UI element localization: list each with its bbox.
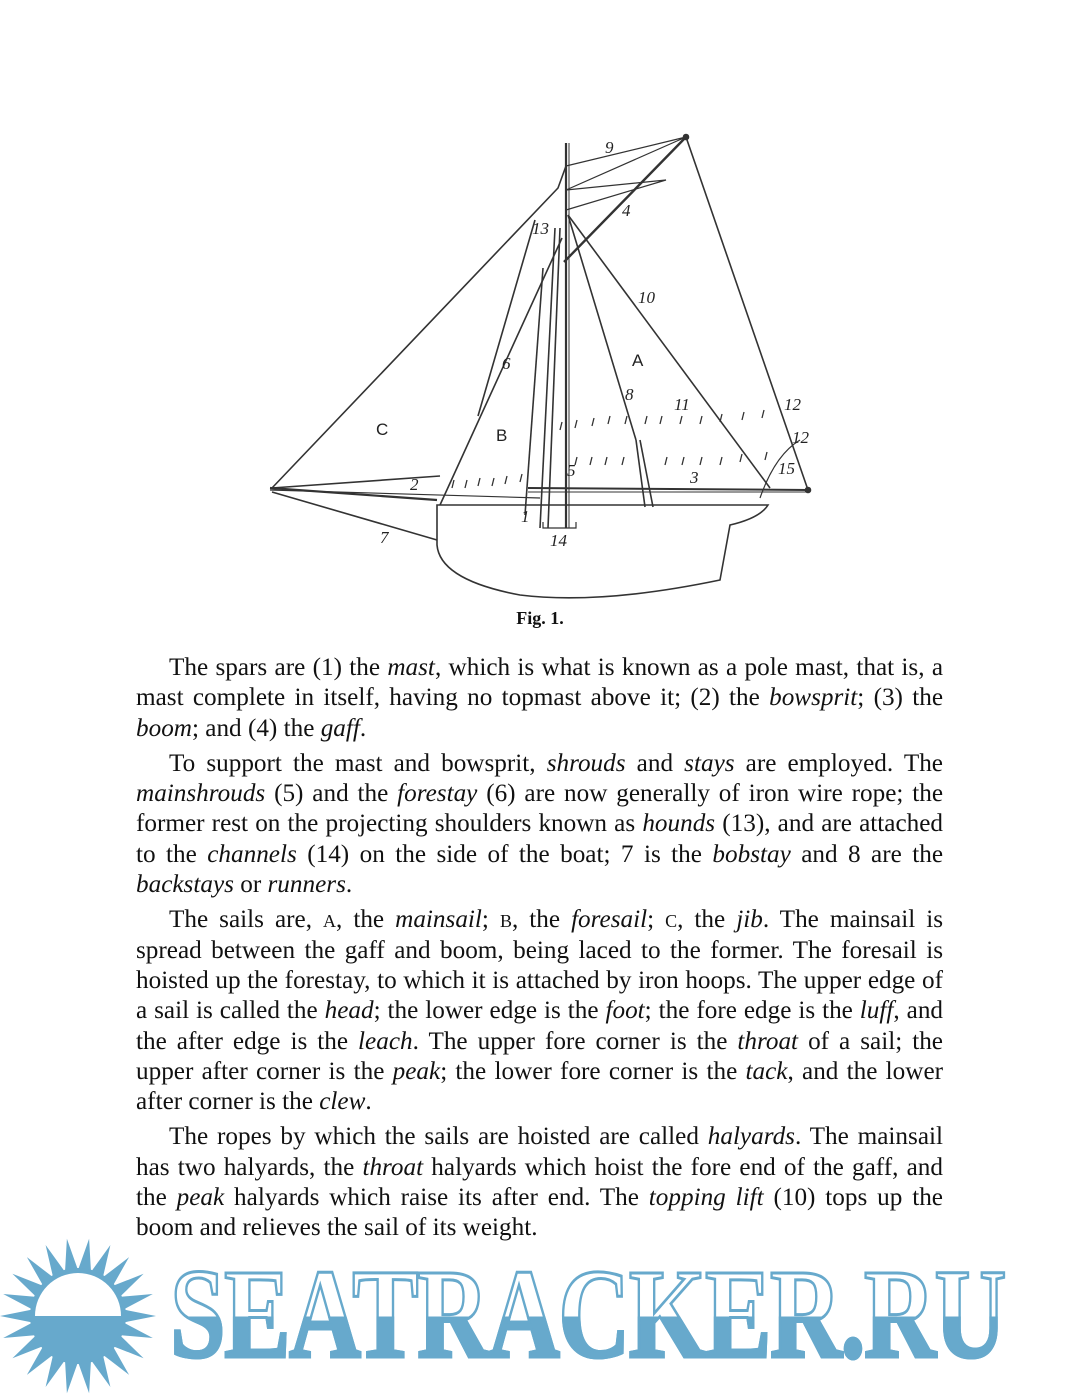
text-run: The sails are,	[169, 906, 324, 934]
text-run: ; the lower edge is the	[373, 997, 606, 1025]
label-10: 10	[638, 288, 655, 307]
text-run: halyards which hoist the fore end of the gaff, and the	[136, 1153, 943, 1212]
label-14: 14	[550, 531, 567, 550]
text-run: or	[233, 871, 268, 899]
label-3: 3	[690, 468, 699, 487]
italic-term: mast	[387, 654, 435, 681]
label-6: 6	[502, 354, 511, 373]
boom	[528, 488, 810, 490]
paragraph	[136, 1122, 943, 1243]
text-run: To support the mast and bowsprit,	[169, 749, 547, 777]
italic-term: hounds	[642, 810, 716, 838]
sailboat-diagram	[0, 0, 1080, 620]
text-run: The spars are (1) the	[169, 654, 388, 681]
text-run: (14) on the side of the boat; 7 is the	[296, 840, 713, 868]
label-11: 11	[674, 395, 690, 414]
label-5: 5	[567, 461, 576, 480]
text-run: ; the lower fore corner is the	[440, 1057, 746, 1085]
text-run: . The mainsail has two halyards, the	[136, 1123, 943, 1181]
italic-term: head	[324, 997, 374, 1025]
text-run: . The upper fore corner is the	[412, 1027, 738, 1055]
label-4: 4	[622, 201, 631, 220]
text-run: are employed. The	[734, 749, 943, 777]
italic-term: peak	[392, 1057, 441, 1085]
label-sail-b: B	[496, 426, 508, 445]
text-run: , which is what is known as a pole mast, that is, a mast complete in itself, having no topmast above it; (2) the	[136, 654, 944, 712]
italic-term: bowsprit	[769, 684, 858, 712]
text-run: , and the lower after corner is the	[136, 1057, 944, 1116]
text-run: (10) tops up the boom and relieves the sail of its weight.	[136, 1184, 943, 1242]
label-2: 2	[410, 475, 419, 494]
italic-term: halyards	[707, 1123, 795, 1151]
text-run: halyards which raise its after end. The	[224, 1184, 649, 1212]
label-12b: 12	[792, 428, 809, 447]
label-7: 7	[380, 528, 389, 547]
label-13: 13	[532, 219, 549, 238]
italic-term: throat	[362, 1153, 424, 1181]
italic-term: clew	[319, 1088, 366, 1116]
text-run: ; (3) the	[857, 684, 943, 712]
text-run: .	[359, 714, 367, 742]
text-run: , and the after edge is the	[136, 997, 944, 1055]
italic-term: boom	[136, 714, 192, 742]
paragraph	[136, 905, 943, 1117]
italic-term: throat	[737, 1027, 799, 1055]
text-run: of a sail; the upper after corner is the	[136, 1027, 943, 1085]
label-sail-c: C	[376, 420, 389, 439]
italic-term: channels	[207, 840, 297, 868]
italic-term: mainsail	[395, 906, 482, 934]
body-text	[136, 653, 943, 1249]
label-12a: 12	[784, 395, 801, 414]
text-run: and 8 are the	[790, 840, 943, 868]
text-run: .	[365, 1088, 372, 1116]
italic-term: jib	[736, 906, 763, 934]
text-run: , the	[511, 906, 572, 934]
text-run: ;	[481, 906, 500, 934]
label-sail-a: A	[632, 351, 644, 370]
italic-term: topping lift	[648, 1184, 764, 1212]
italic-term: forestay	[397, 780, 478, 808]
italic-term: luff	[859, 997, 894, 1025]
italic-term: foot	[605, 997, 645, 1025]
text-run: ; and (4) the	[191, 714, 321, 742]
italic-term: peak	[176, 1184, 225, 1212]
text-run: (5) and the	[265, 780, 398, 808]
italic-term: tack	[745, 1057, 788, 1085]
text-run: and	[625, 749, 685, 777]
gaff	[564, 137, 686, 262]
text-run: ;	[647, 906, 666, 934]
paragraph	[136, 749, 943, 900]
label-15: 15	[778, 459, 795, 478]
text-run: The ropes by which the sails are hoisted are called	[169, 1123, 708, 1151]
italic-term: backstays	[136, 871, 234, 899]
italic-term: leach	[358, 1027, 413, 1055]
label-1: 1	[521, 507, 530, 526]
italic-term: stays	[684, 749, 735, 777]
text-run: a	[323, 906, 337, 934]
italic-term: mainshrouds	[136, 780, 266, 808]
text-run: , the	[677, 906, 737, 934]
text-run: (13), and are attached to the	[136, 810, 943, 868]
figure-caption: Fig. 1.	[516, 608, 564, 628]
hull	[437, 505, 768, 598]
label-8: 8	[625, 385, 634, 404]
text-run: , the	[336, 906, 396, 934]
text-run: . The mainsail is spread between the gaff and boom, being laced to the former. The foresail is hoisted up the forestay, to which it is attached by iron hoops. The upper edge of a sail is called the	[136, 906, 944, 1025]
italic-term: runners	[267, 871, 346, 899]
italic-term: gaff	[320, 714, 360, 742]
text-run: c	[665, 906, 678, 934]
italic-term: foresail	[571, 906, 648, 934]
label-9: 9	[605, 138, 614, 157]
watermark-text: SEATRACKER.RU	[170, 1243, 1005, 1385]
text-run: (6) are now generally of iron wire rope; the former rest on the projecting shoulders known as	[136, 780, 944, 838]
text-run: .	[345, 871, 353, 899]
italic-term: bobstay	[712, 840, 791, 868]
paragraph	[136, 653, 943, 744]
text-run: ; the fore edge is the	[644, 997, 860, 1025]
text-run: b	[499, 906, 512, 934]
italic-term: shrouds	[546, 749, 626, 777]
